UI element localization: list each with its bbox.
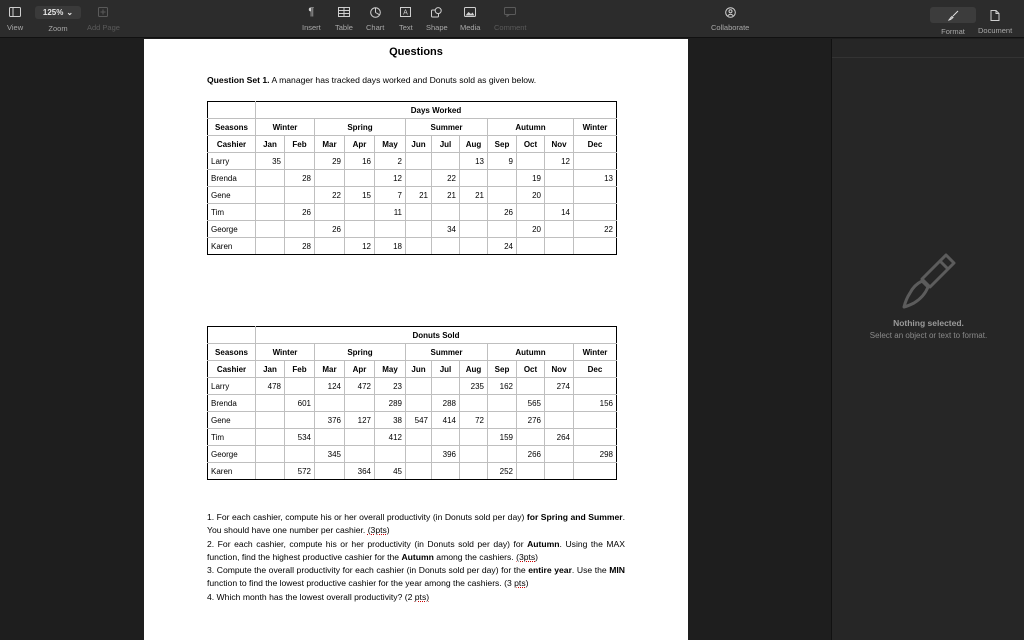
table-cell[interactable]: 20 (517, 187, 545, 204)
table-cell[interactable]: 12 (375, 170, 406, 187)
cashier-name[interactable]: Tim (208, 429, 256, 446)
question-4: 4. Which month has the lowest overall productivity? (2 pts) (207, 591, 430, 602)
cashier-name[interactable]: Brenda (208, 395, 256, 412)
table-row (208, 429, 617, 446)
cashier-name[interactable]: Larry (208, 378, 256, 395)
month-header: Sep (488, 136, 517, 153)
table-cell[interactable]: 26 (285, 204, 315, 221)
table-cell[interactable]: 2 (375, 153, 406, 170)
format-tab[interactable] (930, 7, 976, 23)
table-cell[interactable] (460, 429, 488, 446)
paintbrush-icon (948, 10, 959, 21)
comment-icon (504, 6, 516, 18)
cashier-name[interactable]: Tim (208, 204, 256, 221)
season-header: Winter (256, 119, 315, 136)
media-button[interactable]: Media (460, 6, 480, 32)
table-cell[interactable]: 21 (460, 187, 488, 204)
table-cell[interactable]: 22 (315, 187, 345, 204)
table-cell[interactable]: 16 (345, 153, 375, 170)
table-cell[interactable] (406, 446, 432, 463)
format-sidebar (831, 39, 1024, 640)
table-cell[interactable] (460, 238, 488, 255)
question-3: 3. Compute the overall productivity for each cashier (in Donuts sold per day) for the entire year. Use the MIN function to find the lowest productive cashier for the year among the cashiers. (3 pts) (207, 565, 625, 589)
table-cell[interactable]: 276 (517, 412, 545, 429)
table-row (208, 463, 617, 480)
table-cell[interactable] (460, 170, 488, 187)
table-cell[interactable] (574, 204, 617, 221)
table-row (208, 412, 617, 429)
table-cell[interactable] (545, 463, 574, 480)
table-cell[interactable] (315, 429, 345, 446)
table-cell[interactable] (574, 238, 617, 255)
table-cell[interactable] (256, 221, 285, 238)
table-cell[interactable]: 34 (432, 221, 460, 238)
cashier-name[interactable]: Larry (208, 153, 256, 170)
table-cell[interactable] (345, 395, 375, 412)
document-page[interactable] (144, 39, 688, 640)
table-row (208, 204, 617, 221)
table-cell[interactable] (375, 446, 406, 463)
comment-button[interactable]: Comment (494, 6, 527, 32)
table-cell[interactable]: 13 (574, 170, 617, 187)
table-cell[interactable] (545, 412, 574, 429)
table-cell[interactable] (315, 395, 345, 412)
cashier-name[interactable]: Karen (208, 463, 256, 480)
season-header: Spring (315, 344, 406, 361)
table-cell[interactable] (256, 395, 285, 412)
table-cell[interactable] (406, 204, 432, 221)
table-row (208, 153, 617, 170)
document-button[interactable]: Document (978, 9, 1012, 35)
paragraph-icon: ¶ (308, 6, 315, 18)
cashier-name[interactable]: Gene (208, 412, 256, 429)
table-cell[interactable]: 156 (574, 395, 617, 412)
table-cell[interactable] (285, 153, 315, 170)
month-header: Jun (406, 136, 432, 153)
table-row (208, 378, 617, 395)
sidebar-icon (9, 6, 21, 18)
table-cell[interactable]: 364 (345, 463, 375, 480)
table-cell[interactable]: 24 (488, 238, 517, 255)
table-cell[interactable] (345, 446, 375, 463)
cashier-name[interactable]: Brenda (208, 170, 256, 187)
chart-icon (370, 6, 381, 18)
table-cell[interactable] (574, 187, 617, 204)
table-cell[interactable] (432, 153, 460, 170)
table-cell[interactable] (545, 395, 574, 412)
table-cell[interactable]: 235 (460, 378, 488, 395)
nothing-selected-label: Nothing selected. (893, 318, 964, 328)
shape-button[interactable]: Shape (426, 6, 448, 32)
page-title: Questions (389, 46, 443, 58)
table-cell[interactable]: 20 (517, 221, 545, 238)
table-cell[interactable] (488, 221, 517, 238)
table-cell[interactable]: 124 (315, 378, 345, 395)
season-header: Summer (406, 344, 488, 361)
table-cell[interactable] (432, 378, 460, 395)
question-set-intro: Question Set 1. A manager has tracked days worked and Donuts sold as given below. (207, 75, 537, 85)
table-cell[interactable] (574, 378, 617, 395)
season-header: Winter (574, 344, 617, 361)
table-cell[interactable] (574, 412, 617, 429)
table-cell[interactable] (256, 170, 285, 187)
table-cell[interactable] (345, 429, 375, 446)
table-cell[interactable] (285, 446, 315, 463)
table-cell[interactable]: 23 (375, 378, 406, 395)
table-cell[interactable] (285, 187, 315, 204)
caption-spacer (208, 102, 256, 119)
table-cell[interactable]: 22 (432, 170, 460, 187)
table-cell[interactable]: 252 (488, 463, 517, 480)
table-cell[interactable] (375, 221, 406, 238)
cashier-name[interactable]: Karen (208, 238, 256, 255)
table-cell[interactable]: 26 (315, 221, 345, 238)
table-cell[interactable]: 72 (460, 412, 488, 429)
table-cell[interactable] (406, 238, 432, 255)
format-hint: Select an object or text to format. (869, 331, 988, 340)
table-cell[interactable]: 414 (432, 412, 460, 429)
table-cell[interactable] (256, 238, 285, 255)
table-row (208, 395, 617, 412)
table-cell[interactable]: 22 (574, 221, 617, 238)
table-cell[interactable] (315, 204, 345, 221)
table-cell[interactable]: 266 (517, 446, 545, 463)
cashier-header: Cashier (208, 361, 256, 378)
table-cell[interactable]: 534 (285, 429, 315, 446)
table-cell[interactable] (285, 378, 315, 395)
table-cell[interactable]: 601 (285, 395, 315, 412)
table-row (208, 187, 617, 204)
format-button[interactable]: Format (930, 7, 976, 36)
zoom-control[interactable]: 125% ⌄ Zoom (35, 6, 81, 33)
table-cell[interactable] (345, 170, 375, 187)
paintbrush-icon (900, 249, 958, 311)
table-cell[interactable] (488, 187, 517, 204)
month-header: Oct (517, 361, 545, 378)
table-cell[interactable]: 18 (375, 238, 406, 255)
month-header: Feb (285, 361, 315, 378)
table-cell[interactable]: 345 (315, 446, 345, 463)
cashier-name[interactable]: George (208, 446, 256, 463)
table-cell[interactable] (406, 153, 432, 170)
table-cell[interactable]: 38 (375, 412, 406, 429)
table-cell[interactable] (460, 446, 488, 463)
text-box-icon (400, 6, 411, 18)
table-cell[interactable]: 12 (345, 238, 375, 255)
month-header: Nov (545, 136, 574, 153)
table-cell[interactable] (256, 429, 285, 446)
table-cell[interactable]: 15 (345, 187, 375, 204)
month-header: Aug (460, 136, 488, 153)
table-cell[interactable]: 274 (545, 378, 574, 395)
table-cell[interactable] (574, 153, 617, 170)
table-cell[interactable] (285, 412, 315, 429)
table-cell[interactable] (406, 378, 432, 395)
table-cell[interactable] (406, 170, 432, 187)
insert-button[interactable]: ¶ Insert (302, 6, 321, 32)
table-cell[interactable]: 565 (517, 395, 545, 412)
table-cell[interactable] (517, 429, 545, 446)
table-row (208, 221, 617, 238)
table-cell[interactable] (432, 429, 460, 446)
table-cell[interactable] (517, 463, 545, 480)
table-cell[interactable] (406, 463, 432, 480)
table-cell[interactable] (517, 378, 545, 395)
table-cell[interactable]: 21 (406, 187, 432, 204)
table-cell[interactable] (345, 204, 375, 221)
table-cell[interactable]: 162 (488, 378, 517, 395)
seasons-header: Seasons (208, 119, 256, 136)
season-header: Winter (574, 119, 617, 136)
month-header: Oct (517, 136, 545, 153)
donuts-sold-table[interactable] (207, 326, 617, 480)
month-header: Feb (285, 136, 315, 153)
table-cell[interactable]: 376 (315, 412, 345, 429)
table-cell[interactable]: 127 (345, 412, 375, 429)
table-cell[interactable]: 21 (432, 187, 460, 204)
table-cell[interactable] (517, 153, 545, 170)
season-header: Summer (406, 119, 488, 136)
table-cell[interactable]: 26 (488, 204, 517, 221)
table-cell[interactable] (256, 463, 285, 480)
table-cell[interactable] (256, 187, 285, 204)
view-button[interactable]: View (7, 6, 23, 32)
month-header: Sep (488, 361, 517, 378)
table-cell[interactable]: 264 (545, 429, 574, 446)
collaborate-icon (724, 6, 737, 18)
table-cell[interactable] (460, 463, 488, 480)
table-cell[interactable] (256, 446, 285, 463)
table-cell[interactable] (432, 238, 460, 255)
table-cell[interactable] (315, 238, 345, 255)
table-cell[interactable] (488, 170, 517, 187)
table-cell[interactable]: 572 (285, 463, 315, 480)
season-header: Autumn (488, 344, 574, 361)
table-cell[interactable] (574, 429, 617, 446)
season-header: Spring (315, 119, 406, 136)
toolbar (0, 0, 1024, 38)
table-cell[interactable] (460, 395, 488, 412)
collaborate-button[interactable]: Collaborate (711, 6, 749, 32)
table-icon (338, 6, 350, 18)
media-icon (464, 6, 476, 18)
add-page-icon (98, 6, 108, 18)
month-header: Jun (406, 361, 432, 378)
month-header: Dec (574, 136, 617, 153)
month-header: Mar (315, 136, 345, 153)
month-header: May (375, 136, 406, 153)
document-canvas[interactable] (0, 39, 830, 640)
month-header: Apr (345, 136, 375, 153)
table-cell[interactable] (345, 221, 375, 238)
table-cell[interactable] (545, 221, 574, 238)
chevron-down-icon: ⌄ (66, 8, 74, 17)
cashier-name[interactable]: George (208, 221, 256, 238)
table-cell[interactable] (460, 204, 488, 221)
table-cell[interactable] (517, 204, 545, 221)
table-cell[interactable] (315, 170, 345, 187)
table-cell[interactable]: 19 (517, 170, 545, 187)
month-header: Apr (345, 361, 375, 378)
table-cell[interactable]: 14 (545, 204, 574, 221)
cashier-name[interactable]: Gene (208, 187, 256, 204)
month-header: Aug (460, 361, 488, 378)
table-cell[interactable] (460, 221, 488, 238)
table-cell[interactable] (488, 412, 517, 429)
table-cell[interactable]: 28 (285, 170, 315, 187)
shape-icon (431, 6, 442, 18)
table-cell[interactable]: 45 (375, 463, 406, 480)
question-1: 1. For each cashier, compute his or her overall productivity (in Donuts sold per day) for Spring and Summer. You should have one number per cashier. (3pts) (207, 512, 625, 536)
svg-text:A: A (403, 9, 409, 17)
table-cell[interactable]: 159 (488, 429, 517, 446)
table-cell[interactable] (315, 463, 345, 480)
questions-list (207, 511, 625, 604)
table-row (208, 446, 617, 463)
table-cell[interactable]: 478 (256, 378, 285, 395)
chart-button[interactable]: Chart (366, 6, 384, 32)
table-cell[interactable] (545, 446, 574, 463)
table-cell[interactable] (488, 446, 517, 463)
table-cell[interactable] (285, 221, 315, 238)
table-cell[interactable]: 12 (545, 153, 574, 170)
days-caption: Days Worked (256, 102, 617, 119)
table-cell[interactable]: 35 (256, 153, 285, 170)
month-header: Nov (545, 361, 574, 378)
table-cell[interactable] (488, 395, 517, 412)
cashier-header: Cashier (208, 136, 256, 153)
season-header: Autumn (488, 119, 574, 136)
table-cell[interactable]: 29 (315, 153, 345, 170)
table-cell[interactable]: 28 (285, 238, 315, 255)
table-cell[interactable] (256, 412, 285, 429)
season-header: Winter (256, 344, 315, 361)
month-header: Jan (256, 361, 285, 378)
days-worked-table[interactable] (207, 101, 617, 255)
table-cell[interactable]: 9 (488, 153, 517, 170)
table-cell[interactable]: 396 (432, 446, 460, 463)
table-cell[interactable] (545, 170, 574, 187)
table-cell[interactable]: 298 (574, 446, 617, 463)
panel-divider (832, 57, 1024, 58)
add-page-button[interactable]: Add Page (87, 6, 120, 32)
table-cell[interactable]: 289 (375, 395, 406, 412)
table-cell[interactable] (545, 238, 574, 255)
month-header: Jul (432, 361, 460, 378)
table-button[interactable]: Table (335, 6, 353, 32)
table-row (208, 238, 617, 255)
table-cell[interactable] (432, 204, 460, 221)
table-row (208, 170, 617, 187)
table-cell[interactable]: 547 (406, 412, 432, 429)
caption-spacer (208, 327, 256, 344)
month-header: Mar (315, 361, 345, 378)
table-cell[interactable] (517, 238, 545, 255)
table-cell[interactable]: 11 (375, 204, 406, 221)
table-cell[interactable] (406, 221, 432, 238)
table-cell[interactable]: 472 (345, 378, 375, 395)
text-button[interactable]: A Text (399, 6, 413, 32)
month-header: May (375, 361, 406, 378)
question-2: 2. For each cashier, compute his or her productivity (in Donuts sold per day) for Autumn. Using the MAX function, find the highest productive cashier for the Autumn among the cashiers. (3pts) (207, 538, 625, 562)
table-cell[interactable]: 13 (460, 153, 488, 170)
table-cell[interactable] (406, 395, 432, 412)
table-cell[interactable]: 288 (432, 395, 460, 412)
table-cell[interactable]: 7 (375, 187, 406, 204)
table-cell[interactable] (545, 187, 574, 204)
month-header: Jan (256, 136, 285, 153)
table-cell[interactable]: 412 (375, 429, 406, 446)
seasons-header: Seasons (208, 344, 256, 361)
table-cell[interactable] (432, 463, 460, 480)
month-header: Dec (574, 361, 617, 378)
table-cell[interactable] (574, 463, 617, 480)
zoom-select[interactable]: 125% ⌄ (35, 6, 81, 19)
table-cell[interactable] (256, 204, 285, 221)
table-cell[interactable] (406, 429, 432, 446)
month-header: Jul (432, 136, 460, 153)
donuts-caption: Donuts Sold (256, 327, 617, 344)
document-icon (990, 9, 1000, 21)
